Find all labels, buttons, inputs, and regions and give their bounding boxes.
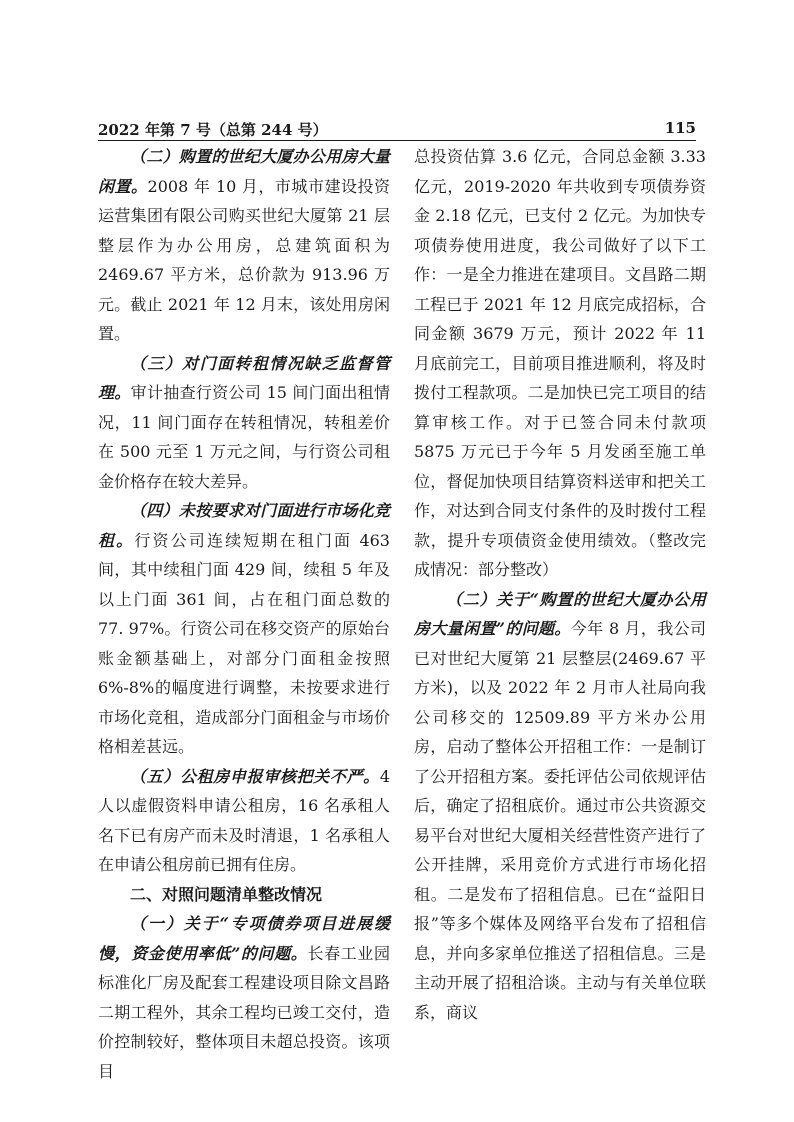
paragraph-office-idle: [98, 142, 390, 349]
section-lead: （二）购置的世纪大厦办公用房大量闲置。: [98, 147, 390, 196]
paragraph-text: 审计抽查行资公司 15 间门面出租情况，11 间门面存在转租情况，转租差价在 500 元至 1 万元之间，与行资公司租金价格存在较大差异。: [98, 383, 390, 491]
paragraph-text: 4 人以虚假资料申请公租房，16 名承租人名下已有房产而未及时清退，1 名承租人在申请公租房前已拥有住房。: [98, 766, 390, 874]
section-lead: （二）关于“购置的世纪大厦办公用房大量闲置”的问题。: [414, 589, 706, 638]
section-heading: 二、对照问题清单整改情况: [130, 884, 323, 904]
left-column: [98, 142, 390, 1086]
section-lead: （一）关于“专项债券项目进展缓慢，资金使用率低”的问题。: [98, 914, 390, 963]
paragraph-text: 2008 年 10 月，市城市建设投资运营集团有限公司购买世纪大厦第 21 层整层作为办公用房，总建筑面积为 2469.67 平方米，总价款为 913.96 万元。截止 2021 年 12 月末，该处用房闲置。: [98, 176, 390, 343]
right-column: [414, 142, 706, 1027]
paragraph-special-bonds-continued: 总投资估算 3.6 亿元，合同总金额 3.33 亿元，2019-2020 年共收到专项债券资金 2.18 亿元，已支付 2 亿元。为加快专项债券使用进度，我公司做好了以下工作：一是全力推进在建项目。文昌路二期工程已于 2021 年 12 月底完成招标，合同金额 3679 万元，预计 2022 年 11 月底前完工，目前项目推进顺利，将及时拨付工程款项。二是加快已完工项目的结算审核工作。对于已签合同未付款项 5875 万元已于今年 5 月发函至施工单位，督促加快项目结算资料送审和把关工作，对达到合同支付条件的及时拨付工程款，提升专项债资金使用绩效。（整改完成情况：部分整改）: [414, 147, 706, 579]
issue-label: 2022 年第 7 号（总第 244 号）: [98, 121, 328, 139]
section-lead: （四）未按要求对门面进行市场化竞租。: [98, 501, 390, 550]
section-lead: （三）对门面转租情况缺乏监督管理。: [98, 353, 390, 402]
page-header: [98, 116, 696, 141]
page-number: 115: [664, 119, 696, 137]
paragraph-text: 行资公司连续短期在租门面 463 间，其中续租门面 429 间，续租 5 年及以上门面 361 间，占在租门面总数的 77. 97%。行资公司在移交资产的原始台账金额基础上，对部分门面租金按照 6%-8%的幅度进行调整，未按要求进行市场化竞租，造成部分门面租金与市场价格相差甚远。: [98, 530, 390, 756]
paragraph-sublease-supervision: [98, 349, 390, 497]
paragraph-text: 今年 8 月，我公司已对世纪大厦第 21 层整层(2469.67 平方米)，以及 2022 年 2 月市人社局向我公司移交的 12509.89 平方米办公用房，启动了整体公开招租工作：一是制订了公开招租方案。委托评估公司依规评估后，确定了招租底价。通过市公共资源交易平台对世纪大厦相关经营性资产进行了公开挂牌，采用竞价方式进行市场化招租。二是发布了招租信息。已在“益阳日报”等多个媒体及网络平台发布了招租信息，并向多家单位推送了招租信息。三是主动开展了招租洽谈。主动与有关单位联系，商议: [414, 619, 706, 1022]
paragraph-text: 长春工业园标准化厂房及配套工程建设项目除文昌路二期工程外，其余工程均已竣工交付，造价控制较好，整体项目未超总投资。该项目: [98, 943, 390, 1081]
paragraph-market-bidding: [98, 496, 390, 762]
paragraph-public-housing: [98, 762, 390, 880]
paragraph-special-bonds: [98, 909, 390, 1086]
paragraph-office-rental: [414, 585, 706, 1028]
section-lead: （五）公租房申报审核把关不严。: [130, 766, 380, 786]
